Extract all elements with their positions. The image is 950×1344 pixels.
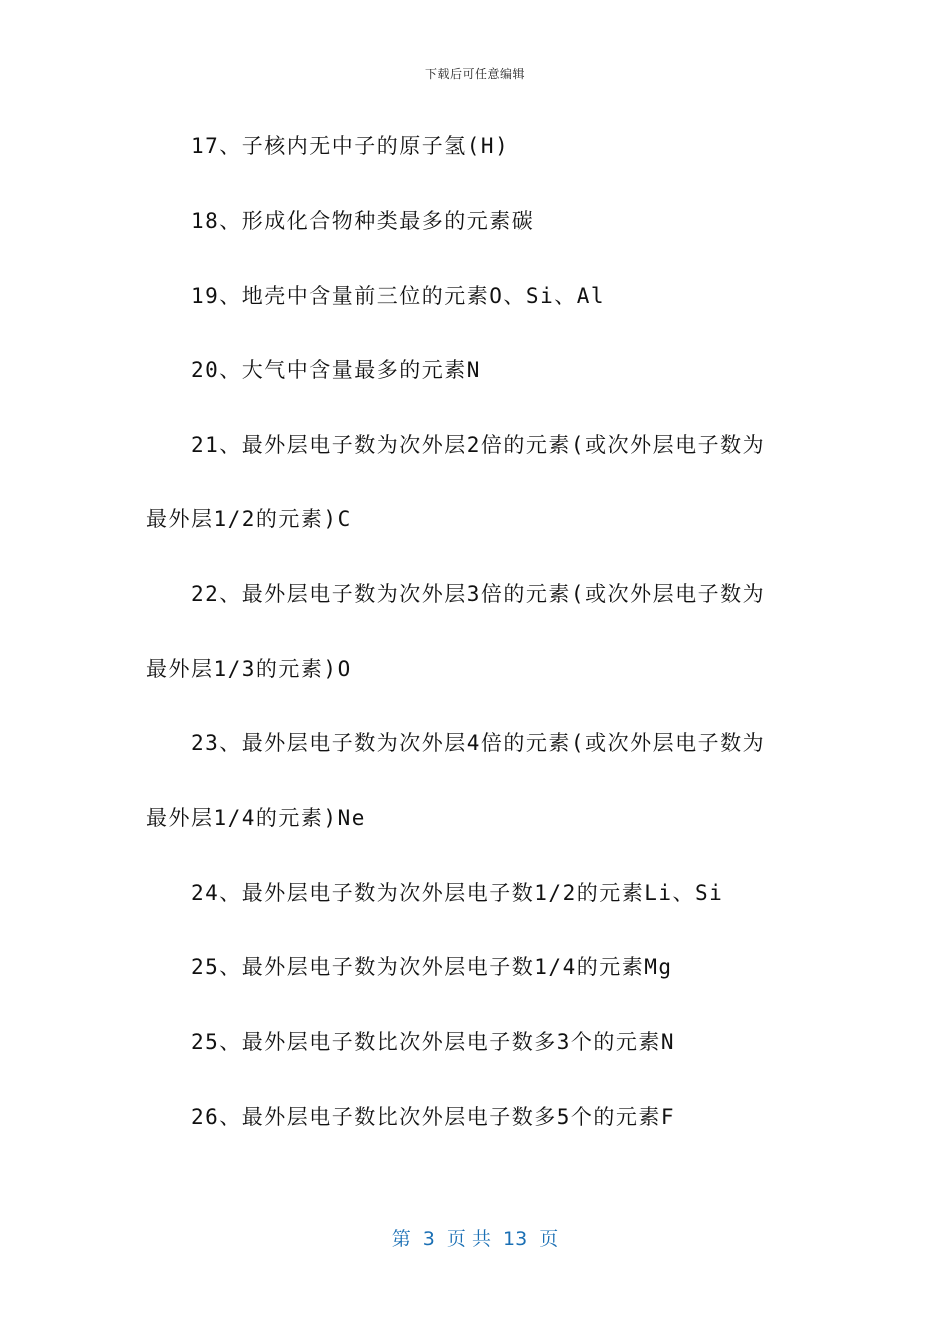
text-line-26: 26、最外层电子数比次外层电子数多5个的元素F [191, 1105, 676, 1129]
text-line-22: 22、最外层电子数为次外层3倍的元素(或次外层电子数为 [191, 582, 766, 606]
text-line-17: 17、子核内无中子的原子氢(H) [191, 134, 510, 158]
text-line-21: 21、最外层电子数为次外层2倍的元素(或次外层电子数为 [191, 433, 766, 457]
text-line-20: 20、大气中含量最多的元素N [191, 358, 481, 382]
text-line-24: 24、最外层电子数为次外层电子数1/2的元素Li、Si [191, 881, 724, 905]
text-line-19: 19、地壳中含量前三位的元素O、Si、Al [191, 284, 606, 308]
page-header-note: 下载后可任意编辑 [424, 67, 525, 81]
text-line-21-continued: 最外层1/2的元素)C [146, 507, 352, 531]
text-line-25b: 25、最外层电子数比次外层电子数多3个的元素N [191, 1030, 676, 1054]
text-line-23: 23、最外层电子数为次外层4倍的元素(或次外层电子数为 [191, 731, 766, 755]
text-line-25a: 25、最外层电子数为次外层电子数1/4的元素Mg [191, 955, 673, 979]
page-number-footer: 第 3 页 共 13 页 [391, 1228, 559, 1250]
text-line-18: 18、形成化合物种类最多的元素碳 [191, 209, 535, 233]
text-line-23-continued: 最外层1/4的元素)Ne [146, 806, 366, 830]
text-line-22-continued: 最外层1/3的元素)O [146, 657, 352, 681]
